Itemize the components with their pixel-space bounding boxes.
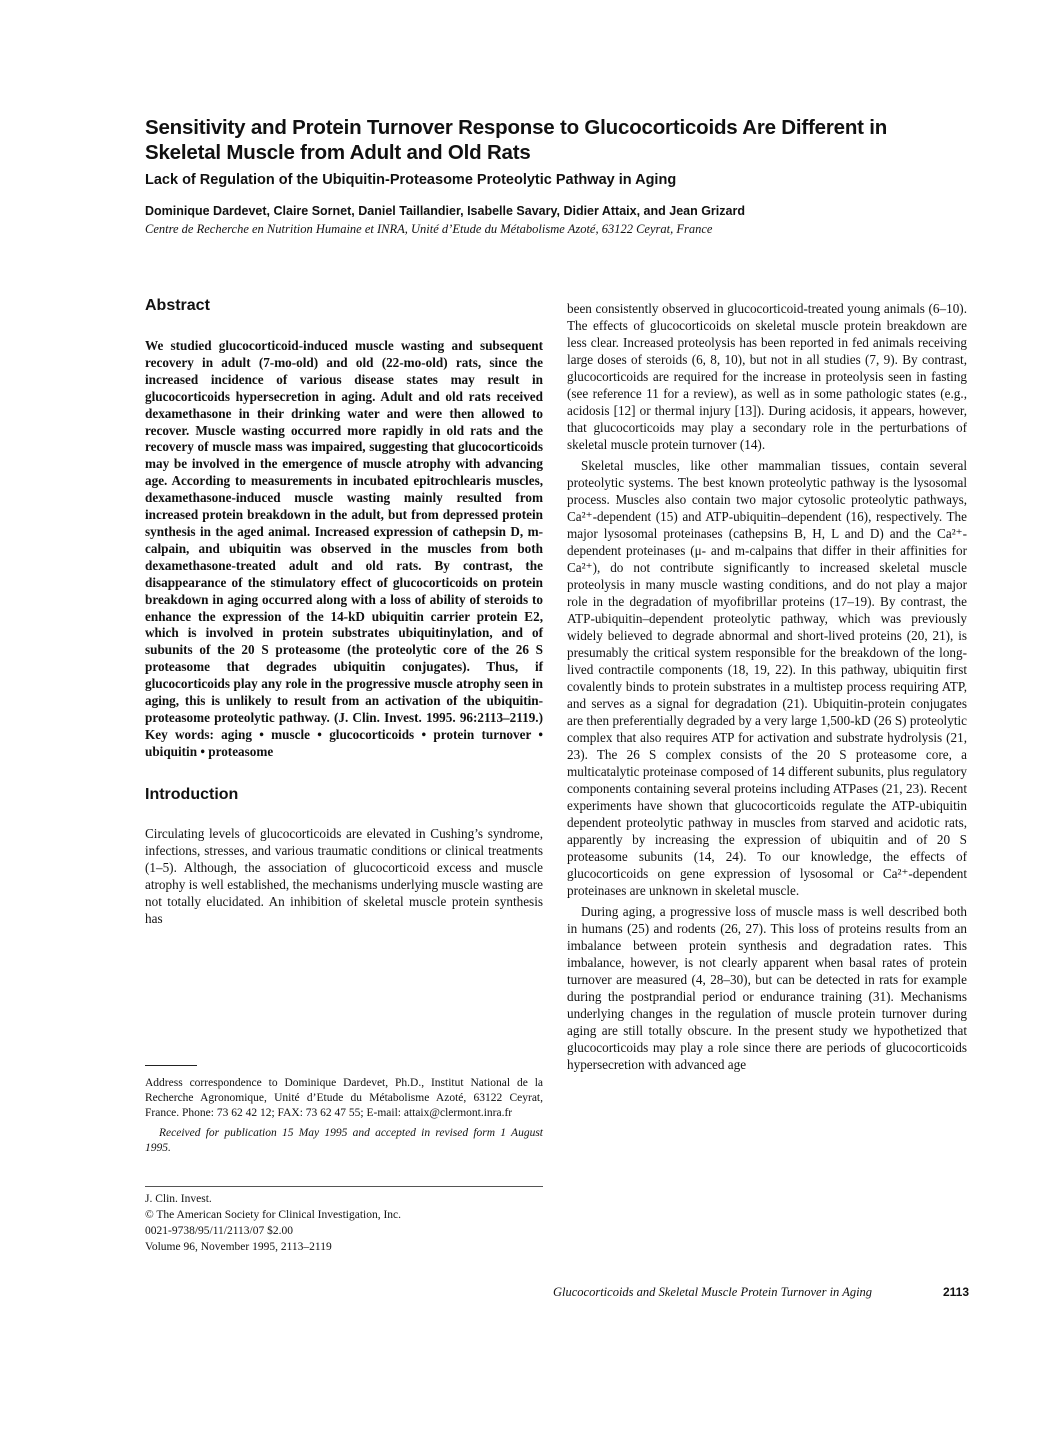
introduction-paragraph: Circulating levels of glucocorticoids are elevated in Cushing’s syndrome, infections, stresses, and various traumatic conditions or clinical treatments (1–5). Although, the association of glucocorticoid excess and muscle atrophy is well established, the mechanisms underlying muscle wasting are not totally elucidated. An inhibition of skeletal muscle protein synthesis has [145,825,543,926]
author-list: Dominique Dardevet, Claire Sornet, Daniel Taillandier, Isabelle Savary, Didier Attaix, and Jean Grizard [145,204,745,218]
article-title: Sensitivity and Protein Turnover Response to Glucocorticoids Are Different in Skeletal Muscle from Adult and Old Rats [145,116,888,164]
footnotes [145,1076,543,1156]
page-footer [553,1284,969,1300]
issn: 0021-9738/95/11/2113/07 $2.00 [145,1225,294,1237]
volume-info: Volume 96, November 1995, 2113–2119 [145,1241,332,1253]
running-title: Glucocorticoids and Skeletal Muscle Protein Turnover in Aging [553,1285,873,1299]
body-paragraph: Skeletal muscles, like other mammalian tissues, contain several proteolytic systems. The best known proteolytic pathway is the lysosomal process. Muscles also contain two major cytosolic proteolytic pathways, Ca²⁺-dependent (15) and ATP-ubiquitin–dependent (16), respectively. The major lysosomal proteinases (cathepsins B, H, L and D) and the Ca²⁺-dependent proteinases (μ- and m-calpains that differ in their affinities for Ca²⁺), do not contribute significantly to increased skeletal muscle proteolysis in many muscle wasting conditions, and do not play a major role in the degradation of myofibrillar proteins (17–19). By contrast, the ATP-ubiquitin–dependent proteolytic pathway, which was previously widely believed to degrade abnormal and short-lived proteins (20, 21), is presumably the critical system responsible for the breakdown of the long-lived contractile components (18, 19, 22). In this pathway, ubiquitin first covalently binds to protein substrates in a multistep process requiring ATP, and serves as a signal for degradation (21). Ubiquitin-protein conjugates are then preferentially degraded by a very large 1,500-kD (26 S) proteolytic complex that also requires ATP for activation and substrate hydrolysis (21, 23). The 26 S complex consists of the 20 S proteasome core, a multicatalytic proteinase composed of 14 different subunits, plus regulatory components containing several proteins including ATPases (21, 23). Recent experiments have shown that glucocorticoids regulate the ATP-ubiquitin dependent proteolytic pathway in muscles from starved and acidotic rats, apparently by increasing the expression of ubiquitin and of 20 S proteasome subunits (14, 24). To our knowledge, the effects of glucocorticoids on gene expression of lysosomal or Ca²⁺-dependent proteinases are unknown in skeletal muscle. [567,458,967,898]
body-paragraph: been consistently observed in glucocorticoid-treated young animals (6–10). The effects of glucocorticoids on skeletal muscle protein breakdown are less clear. Increased proteolysis has been reported in fed animals receiving large doses of steroids (6, 8, 10), but not in all studies (7, 9). By contrast, glucocorticoids are required for the increase in proteolysis seen in fasting (see reference 11 for a review), as well as in some pathologic states (e.g., acidosis [12] or thermal injury [13]). During acidosis, it appears, however, that glucocorticoids may play a secondary role in the perturbations of skeletal muscle protein turnover (14). [567,301,967,452]
copyright: © The American Society for Clinical Investigation, Inc. [145,1209,402,1221]
body-paragraph: During aging, a progressive loss of muscle mass is well described both in humans (25) and rodents (26, 27). This loss of proteins results from an imbalance between protein synthesis and degradation rates. This imbalance, however, is not clearly apparent when basal rates of protein turnover are measured (4, 28–30), but can be detected in rats for example during the postprandial period or endurance training (31). Mechanisms underlying changes in the regulation of muscle protein turnover during aging are still totally obscure. In the present study we hypothetized that glucocorticoids may play a role since there are periods of glucocorticoids hypersecretion with advanced age [567,904,967,1072]
affiliation: Centre de Recherche en Nutrition Humaine et INRA, Unité d’Etude du Métabolisme Azoté, 63122 Ceyrat, France [145,222,713,236]
journal-info [145,1191,543,1255]
abstract-text: We studied glucocorticoid-induced muscle wasting and subsequent recovery in adult (7-mo-old) and old (22-mo-old) rats, since the increased incidence of various disease states may result in glucocorticoids hypersecretion in aging. Adult and old rats received dexamethasone in their drinking water and were then allowed to recover. Muscle wasting occurred more rapidly in old rats and the recovery of muscle mass was impaired, suggesting that glucocorticoids may be involved in the emergence of muscle atrophy with advancing age. According to measurements in incubated epitrochlearis muscles, dexamethasone-induced muscle wasting mainly resulted from increased protein breakdown in the adult, but from depressed protein synthesis in the aged animal. Increased expression of cathepsin D, m-calpain, and ubiquitin was observed in the muscles from both dexamethasone-treated adult and old rats. By contrast, the disappearance of the stimulatory effect of glucocorticoids on protein breakdown in aging occurred along with a loss of ability of steroids to enhance the expression of the 14-kD ubiquitin carrier protein E2, which is involved in protein substrates ubiquitinylation, and of subunits of the 20 S proteasome (the proteolytic core of the 26 S proteasome that degrades ubiquitin conjugates). Thus, if glucocorticoids play any role in the progressive muscle atrophy seen in aging, this is unlikely to result from an activation of the ubiquitin-proteasome proteolytic pathway. (J. Clin. Invest. 1995. 96:2113–2119.) Key words: aging • muscle • glucocorticoids • protein turnover • ubiquitin • proteasome [145,338,543,759]
article-subtitle: Lack of Regulation of the Ubiquitin-Proteasome Proteolytic Pathway in Aging [145,172,677,188]
right-column [567,300,967,1073]
correspondence-note: Address correspondence to Dominique Dardevet, Ph.D., Institut National de la Recherche Agronomique, Unité d’Etude du Métabolisme Azoté, 63122 Ceyrat, France. Phone: 73 62 42 12; FAX: 73 62 47 55; E-mail: attaix@clermont.inra.fr [145,1077,543,1119]
journal-name: J. Clin. Invest. [145,1193,212,1205]
journal-divider [145,1186,543,1187]
abstract-heading: Abstract [145,297,210,314]
left-column [145,296,543,927]
footnote-divider [145,1065,197,1066]
page-number: 2113 [942,1285,969,1299]
received-note: Received for publication 15 May 1995 and accepted in revised form 1 August 1995. [145,1127,543,1154]
introduction-heading: Introduction [145,785,239,803]
